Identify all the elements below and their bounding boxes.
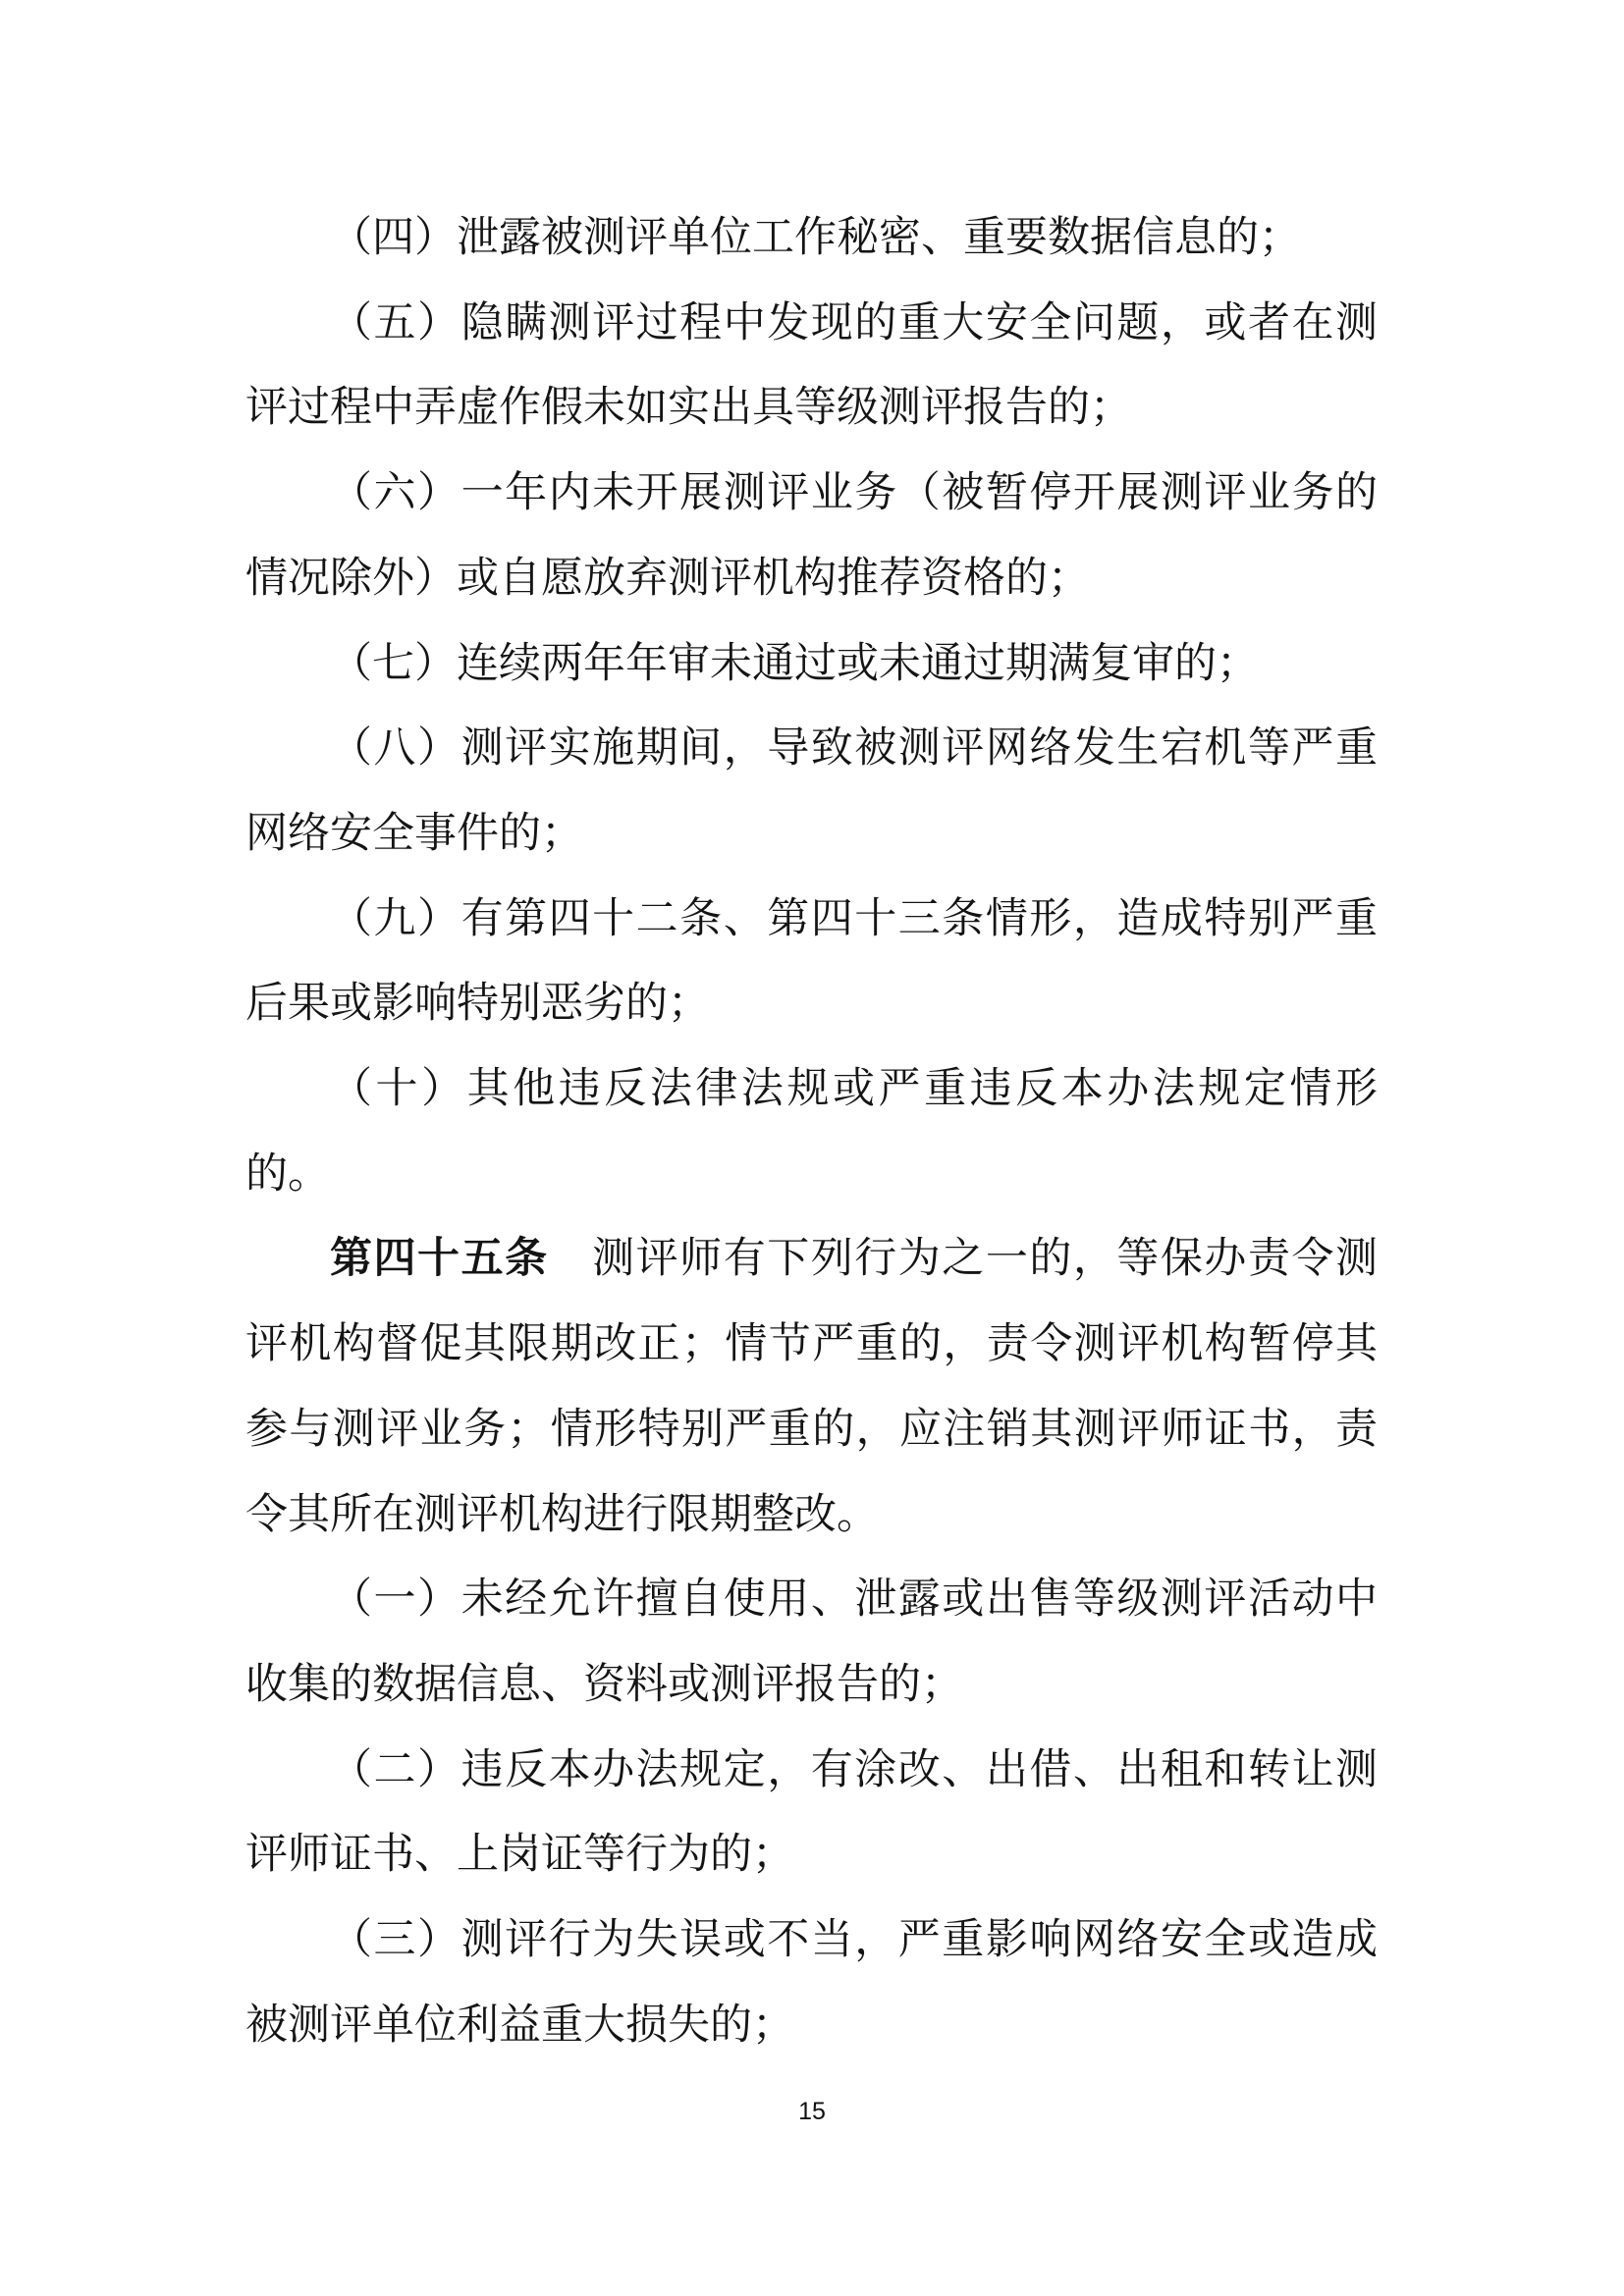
text-run: （六）一年内未开展测评业务（被暂停开展测评业务的情况除外）或自愿放弃测评机构推荐资格的； (245, 470, 1378, 602)
page-footer (0, 2095, 1624, 2128)
text-run: （九）有第四十二条、第四十三条情形，造成特别严重后果或影响特别恶劣的； (245, 895, 1378, 1028)
text-run: （十）其他违反法律法规或严重违反本办法规定情形的。 (245, 1066, 1378, 1198)
paragraph (245, 452, 1378, 621)
text-run: （三）测评行为失误或不当，严重影响网络安全或造成被测评单位利益重大损失的； (245, 1917, 1378, 2049)
paragraph (245, 282, 1378, 452)
paragraph (245, 1729, 1378, 1898)
article-number-bold-run: 第四十五条 (330, 1236, 549, 1283)
paragraph (245, 622, 1378, 708)
text-run: （四）泄露被测评单位工作秘密、重要数据信息的； (330, 215, 1301, 261)
paragraph (245, 1898, 1378, 2068)
text-run: （八）测评实施期间，导致被测评网络发生宕机等严重网络安全事件的； (245, 725, 1378, 857)
text-run: 测评师有下列行为之一的，等保办责令测评机构督促其限期改正；情节严重的，责令测评机构暂停其参与测评业务；情形特别严重的，应注销其测评师证书，责令其所在测评机构进行限期整改。 (245, 1236, 1379, 1538)
text-run: （五）隐瞒测评过程中发现的重大安全问题，或者在测评过程中弄虚作假未如实出具等级测评报告的； (245, 299, 1378, 432)
paragraph (245, 196, 1378, 282)
paragraph (245, 1217, 1378, 1558)
paragraph (245, 1047, 1378, 1217)
text-run: （七）连续两年年审未通过或未通过期满复审的； (330, 640, 1259, 687)
paragraph (245, 878, 1378, 1047)
text-run: （一）未经允许擅自使用、泄露或出售等级测评活动中收集的数据信息、资料或测评报告的； (245, 1576, 1378, 1708)
text-run: （二）违反本办法规定，有涂改、出借、出租和转让测评师证书、上岗证等行为的； (245, 1746, 1378, 1879)
paragraph (245, 707, 1378, 877)
document-body (245, 196, 1378, 2068)
page-number: 15 (798, 2098, 826, 2125)
paragraph (245, 1558, 1378, 1728)
